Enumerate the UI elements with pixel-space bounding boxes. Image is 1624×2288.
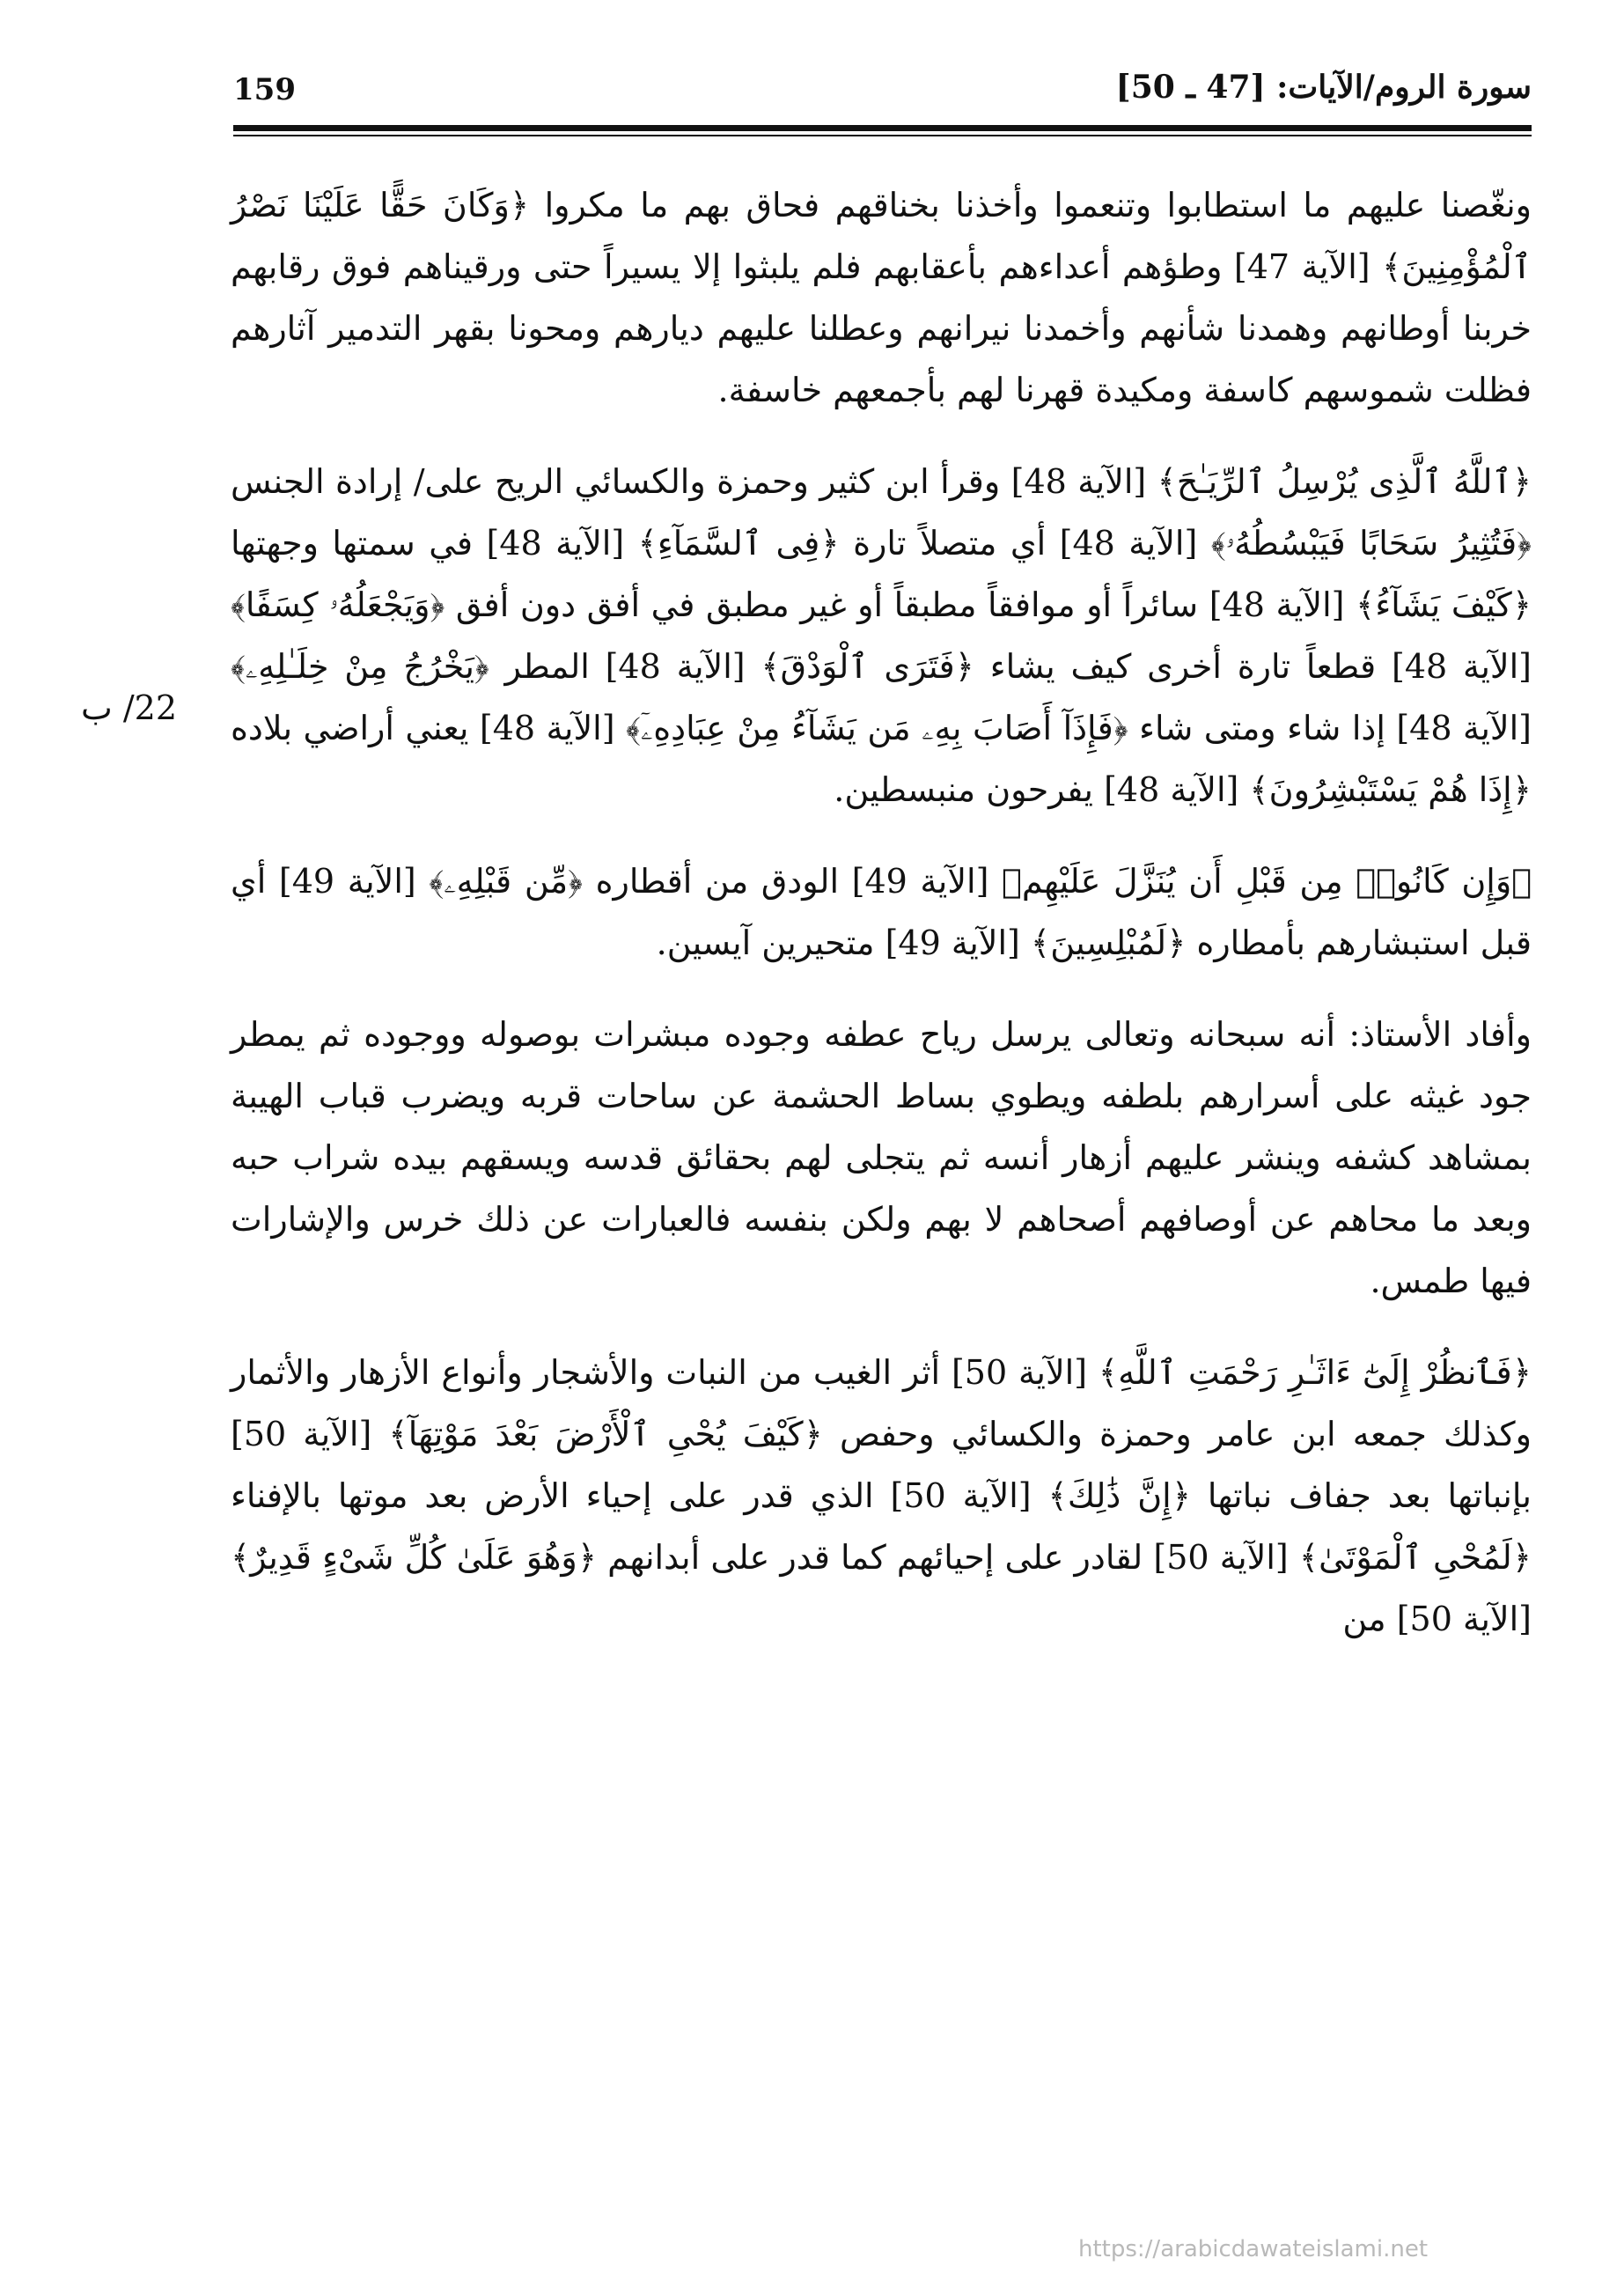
paragraph: ﴿ٱللَّهُ ٱلَّذِى يُرْسِلُ ٱلرِّيَـٰحَ﴾ [الآية 48] وقرأ ابن كثير وحمزة والكسائي الريح على/ إرادة الجنس ﴿فَتُثِيرُ سَحَابًا فَيَبْسُطُهُۥ﴾ [الآية 48] أي متصلاً تارة ﴿فِى ٱلسَّمَآءِ﴾ [الآية 48] في سمتها وجهتها ﴿كَيْفَ يَشَآءُ﴾ [الآية 48] سائراً أو موافقاً مطبقاً أو غير مطبق في أفق دون أفق ﴿وَيَجْعَلُهُۥ كِسَفًا﴾ [الآية 48] قطعاً تارة أخرى كيف يشاء ﴿فَتَرَى ٱلْوَدْقَ﴾ [الآية 48] المطر ﴿يَخْرُجُ مِنْ خِلَـٰلِهِۦ﴾ [الآية 48] إذا شاء ومتى شاء ﴿فَإِذَآ أَصَابَ بِهِۦ مَن يَشَآءُ مِنْ عِبَادِهِۦٓ﴾ [الآية 48] يعني أراضي بلاده ﴿إِذَا هُمْ يَسْتَبْشِرُونَ﴾ [الآية 48] يفرحون منبسطين.	[231, 462, 1532, 809]
paragraph: ﴿وَإِن كَانُوا۟ مِن قَبْلِ أَن يُنَزَّلَ عَلَيْهِم﴾ [الآية 49] الودق من أقطاره ﴿مِّن قَبْلِهِۦ﴾ [الآية 49] أي قبل استبشارهم بأمطاره ﴿لَمُبْلِسِينَ﴾ [الآية 49] متحيرين آيسين.	[231, 862, 1532, 962]
page-number: 159	[233, 72, 296, 107]
page-header	[233, 62, 1532, 123]
header-rule-thin	[233, 135, 1532, 136]
watermark: https://arabicdawateislami.net	[1078, 2236, 1429, 2262]
paragraph: وأفاد الأستاذ: أنه سبحانه وتعالى يرسل رياح عطفه وجوده مبشرات بوصوله ووجوده ثم يمطر جود غيثه على أسرارهم بلطفه ويطوي بساط الحشمة عن ساحات قربه ويضرب قباب الهيبة بمشاهد كشفه وينشر عليهم أزهار أنسه ثم يتجلى لهم بحقائق قدسه ويسقهم بيده شراب حبه وبعد ما محاهم عن أوصافهم أصحاهم لا بهم ولكن بنفسه فالعبارات عن ذلك خرس والإشارات فيها طمس.	[231, 1015, 1532, 1300]
manuscript-folio-marker: 22/ ب	[81, 688, 178, 727]
paragraph: ﴿فَٱنظُرْ إِلَىٰٓ ءَاثَـٰرِ رَحْمَتِ ٱللَّهِ﴾ [الآية 50] أثر الغيب من النبات والأشجار وأنواع الأزهار والأثمار وكذلك جمعه ابن عامر وحمزة والكسائي وحفص ﴿كَيْفَ يُحْىِ ٱلْأَرْضَ بَعْدَ مَوْتِهَآ﴾ [الآية 50] بإنباتها بعد جفاف نباتها ﴿إِنَّ ذَٰلِكَ﴾ [الآية 50] الذي قدر على إحياء الأرض بعد موتها بالإفناء ﴿لَمُحْىِ ٱلْمَوْتَىٰ﴾ [الآية 50] لقادر على إحيائهم كما قدر على أبدانهم ﴿وَهُوَ عَلَىٰ كُلِّ شَىْءٍ قَدِيرٌ﴾ [الآية 50] من	[231, 1353, 1532, 1638]
body-text	[231, 174, 1532, 1680]
running-head: سورة الروم/الآيات: [47 ـ 50]	[1115, 69, 1532, 106]
header-rule-thick	[233, 125, 1532, 131]
paragraph: ونغّصنا عليهم ما استطابوا وتنعموا وأخذنا بخناقهم فحاق بهم ما مكروا ﴿وَكَانَ حَقًّا عَلَيْنَا نَصْرُ ٱلْمُؤْمِنِينَ﴾ [الآية 47] وطؤهم أعداءهم بأعقابهم فلم يلبثوا إلا يسيراً حتى ورقيناهم فوق رقابهم خربنا أوطانهم وهمدنا شأنهم وأخمدنا نيرانهم وعطلنا عليهم ديارهم ومحونا بقهر التدمير آثارهم فظلت شموسهم كاسفة ومكيدة قهرنا لهم بأجمعهم خاسفة.	[231, 186, 1532, 409]
